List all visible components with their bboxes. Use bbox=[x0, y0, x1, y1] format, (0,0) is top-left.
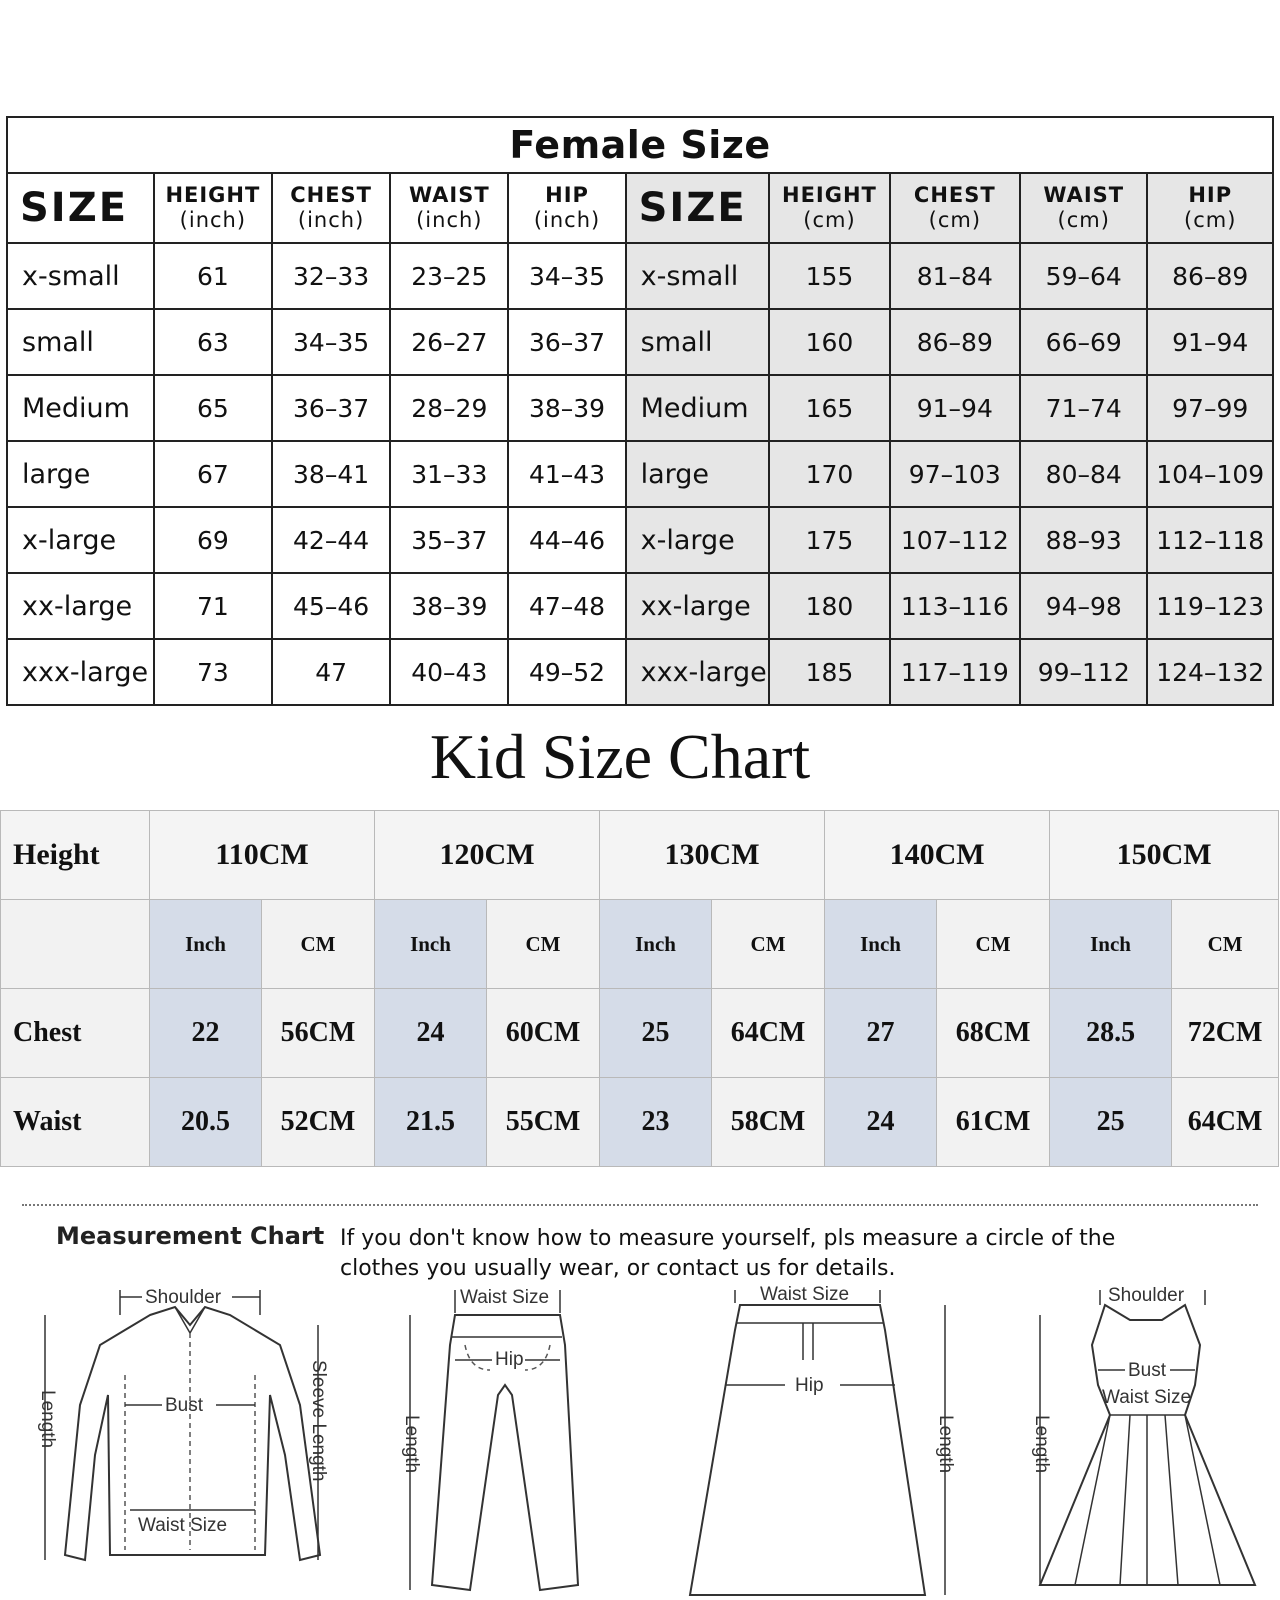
waist-inch-cell: 35–37 bbox=[390, 507, 508, 573]
chest-inch-cell: 34–35 bbox=[272, 309, 390, 375]
unit-inch: Inch bbox=[600, 900, 712, 989]
waist-inch-cell: 25 bbox=[1050, 1078, 1172, 1167]
hip-inch-cell: 34–35 bbox=[508, 243, 625, 309]
chest-inch-cell: 42–44 bbox=[272, 507, 390, 573]
kid-unit-row bbox=[1, 900, 1279, 989]
height-cm-cell: 170 bbox=[769, 441, 889, 507]
waist-cm-cell: 99–112 bbox=[1020, 639, 1147, 705]
pants-illustration bbox=[401, 1287, 578, 1590]
unit-cm: CM bbox=[1172, 900, 1279, 989]
unit-inch: Inch bbox=[150, 900, 262, 989]
hip-inch-cell: 38–39 bbox=[508, 375, 625, 441]
measurement-note: If you don't know how to measure yourself, pls measure a circle of the clothes you usually wear, or contact us for details. bbox=[340, 1226, 1116, 1281]
hip-cm-cell: 86–89 bbox=[1147, 243, 1273, 309]
chest-cm-cell: 72CM bbox=[1172, 989, 1279, 1078]
chest-inch-cell: 38–41 bbox=[272, 441, 390, 507]
height-cm-cell: 160 bbox=[769, 309, 889, 375]
size-cell: xxx-large bbox=[7, 639, 154, 705]
shirt-shoulder-label: Shoulder bbox=[145, 1287, 222, 1308]
table-row bbox=[7, 441, 1273, 507]
chest-cm-cell: 113–116 bbox=[890, 573, 1020, 639]
size-cell: small bbox=[7, 309, 154, 375]
waist-inch-cell: 26–27 bbox=[390, 309, 508, 375]
skirt-length-label: Length bbox=[935, 1415, 956, 1474]
height-inch-cell: 73 bbox=[154, 639, 272, 705]
height-cm-cell: 175 bbox=[769, 507, 889, 573]
waist-cm-cell: 80–84 bbox=[1020, 441, 1147, 507]
chest-inch-cell: 36–37 bbox=[272, 375, 390, 441]
table-row bbox=[7, 639, 1273, 705]
hip-inch-cell: 41–43 bbox=[508, 441, 625, 507]
section-divider bbox=[22, 1204, 1258, 1206]
height-cm-cell: 180 bbox=[769, 573, 889, 639]
size-cell: xx-large bbox=[626, 573, 770, 639]
waist-cm-cell: 52CM bbox=[262, 1078, 375, 1167]
header-size-inch: SIZE bbox=[7, 173, 154, 243]
size-cell: x-small bbox=[626, 243, 770, 309]
header-hip-cm: HIP (cm) bbox=[1147, 173, 1273, 243]
waist-inch-cell: 23 bbox=[600, 1078, 712, 1167]
chest-inch-cell: 28.5 bbox=[1050, 989, 1172, 1078]
chest-inch-cell: 25 bbox=[600, 989, 712, 1078]
shirt-sleeve-label: Sleeve Length bbox=[308, 1360, 329, 1482]
waist-label: Waist bbox=[1, 1078, 150, 1167]
size-cell: small bbox=[626, 309, 770, 375]
height-inch-cell: 65 bbox=[154, 375, 272, 441]
header-chest-cm: CHEST (cm) bbox=[890, 173, 1020, 243]
waist-cm-cell: 66–69 bbox=[1020, 309, 1147, 375]
unit-inch: Inch bbox=[825, 900, 937, 989]
table-row bbox=[7, 507, 1273, 573]
height-150: 150CM bbox=[1050, 811, 1279, 900]
hip-cm-cell: 97–99 bbox=[1147, 375, 1273, 441]
chest-cm-cell: 86–89 bbox=[890, 309, 1020, 375]
female-size-table bbox=[6, 116, 1274, 706]
height-cm-cell: 155 bbox=[769, 243, 889, 309]
table-row bbox=[7, 573, 1273, 639]
female-header-row bbox=[7, 173, 1273, 243]
skirt-hip-label: Hip bbox=[795, 1375, 824, 1396]
pants-waist-label: Waist Size bbox=[460, 1287, 550, 1308]
height-inch-cell: 71 bbox=[154, 573, 272, 639]
shirt-illustration bbox=[37, 1287, 329, 1560]
chest-cm-cell: 97–103 bbox=[890, 441, 1020, 507]
chest-cm-cell: 56CM bbox=[262, 989, 375, 1078]
size-cell: large bbox=[7, 441, 154, 507]
header-height-inch: HEIGHT (inch) bbox=[154, 173, 272, 243]
unit-cm: CM bbox=[712, 900, 825, 989]
skirt-illustration bbox=[690, 1285, 956, 1595]
chest-cm-cell: 91–94 bbox=[890, 375, 1020, 441]
chest-inch-cell: 22 bbox=[150, 989, 262, 1078]
shirt-bust-label: Bust bbox=[165, 1395, 204, 1416]
header-waist-inch: WAIST (inch) bbox=[390, 173, 508, 243]
header-waist-cm: WAIST (cm) bbox=[1020, 173, 1147, 243]
hip-inch-cell: 36–37 bbox=[508, 309, 625, 375]
kid-chest-row bbox=[1, 989, 1279, 1078]
waist-cm-cell: 61CM bbox=[937, 1078, 1050, 1167]
chest-cm-cell: 107–112 bbox=[890, 507, 1020, 573]
kid-height-row bbox=[1, 811, 1279, 900]
chest-inch-cell: 27 bbox=[825, 989, 937, 1078]
table-row bbox=[7, 243, 1273, 309]
waist-inch-cell: 40–43 bbox=[390, 639, 508, 705]
waist-cm-cell: 59–64 bbox=[1020, 243, 1147, 309]
dress-waist-label: Waist Size bbox=[1102, 1387, 1192, 1408]
height-inch-cell: 69 bbox=[154, 507, 272, 573]
size-cell: Medium bbox=[626, 375, 770, 441]
height-120: 120CM bbox=[375, 811, 600, 900]
height-label: Height bbox=[1, 811, 150, 900]
hip-cm-cell: 119–123 bbox=[1147, 573, 1273, 639]
waist-inch-cell: 24 bbox=[825, 1078, 937, 1167]
height-110: 110CM bbox=[150, 811, 375, 900]
waist-cm-cell: 71–74 bbox=[1020, 375, 1147, 441]
unit-row-label bbox=[1, 900, 150, 989]
pants-length-label: Length bbox=[401, 1415, 422, 1474]
table-row bbox=[7, 375, 1273, 441]
chest-inch-cell: 47 bbox=[272, 639, 390, 705]
chest-cm-cell: 68CM bbox=[937, 989, 1050, 1078]
chest-cm-cell: 60CM bbox=[487, 989, 600, 1078]
unit-inch: Inch bbox=[375, 900, 487, 989]
chest-cm-cell: 81–84 bbox=[890, 243, 1020, 309]
size-cell: large bbox=[626, 441, 770, 507]
height-inch-cell: 63 bbox=[154, 309, 272, 375]
waist-cm-cell: 88–93 bbox=[1020, 507, 1147, 573]
hip-inch-cell: 47–48 bbox=[508, 573, 625, 639]
chest-cm-cell: 117–119 bbox=[890, 639, 1020, 705]
header-height-cm: HEIGHT (cm) bbox=[769, 173, 889, 243]
hip-cm-cell: 91–94 bbox=[1147, 309, 1273, 375]
waist-inch-cell: 21.5 bbox=[375, 1078, 487, 1167]
table-row bbox=[7, 309, 1273, 375]
hip-cm-cell: 124–132 bbox=[1147, 639, 1273, 705]
dress-bust-label: Bust bbox=[1128, 1360, 1167, 1381]
height-140: 140CM bbox=[825, 811, 1050, 900]
unit-inch: Inch bbox=[1050, 900, 1172, 989]
hip-inch-cell: 44–46 bbox=[508, 507, 625, 573]
shirt-waist-label: Waist Size bbox=[138, 1515, 228, 1536]
waist-inch-cell: 20.5 bbox=[150, 1078, 262, 1167]
waist-cm-cell: 58CM bbox=[712, 1078, 825, 1167]
measurement-chart-title: Measurement Chart bbox=[56, 1222, 325, 1250]
pants-hip-label: Hip bbox=[495, 1349, 524, 1370]
dress-length-label: Length bbox=[1031, 1415, 1052, 1474]
height-130: 130CM bbox=[600, 811, 825, 900]
shirt-length-label: Length bbox=[37, 1390, 58, 1449]
chest-cm-cell: 64CM bbox=[712, 989, 825, 1078]
unit-cm: CM bbox=[487, 900, 600, 989]
height-cm-cell: 185 bbox=[769, 639, 889, 705]
size-cell: xx-large bbox=[7, 573, 154, 639]
size-cell: x-small bbox=[7, 243, 154, 309]
height-cm-cell: 165 bbox=[769, 375, 889, 441]
waist-inch-cell: 31–33 bbox=[390, 441, 508, 507]
chest-inch-cell: 32–33 bbox=[272, 243, 390, 309]
header-hip-inch: HIP (inch) bbox=[508, 173, 625, 243]
dress-illustration bbox=[1031, 1285, 1255, 1585]
size-cell: x-large bbox=[7, 507, 154, 573]
kid-waist-row bbox=[1, 1078, 1279, 1167]
hip-cm-cell: 104–109 bbox=[1147, 441, 1273, 507]
size-cell: x-large bbox=[626, 507, 770, 573]
garment-measurement-illustrations bbox=[0, 1285, 1280, 1600]
skirt-waist-label: Waist Size bbox=[760, 1285, 850, 1305]
chest-inch-cell: 45–46 bbox=[272, 573, 390, 639]
waist-inch-cell: 28–29 bbox=[390, 375, 508, 441]
height-inch-cell: 67 bbox=[154, 441, 272, 507]
waist-inch-cell: 38–39 bbox=[390, 573, 508, 639]
female-size-title: Female Size bbox=[7, 117, 1273, 173]
waist-inch-cell: 23–25 bbox=[390, 243, 508, 309]
unit-cm: CM bbox=[937, 900, 1050, 989]
hip-inch-cell: 49–52 bbox=[508, 639, 625, 705]
kid-size-chart-title: Kid Size Chart bbox=[429, 721, 811, 792]
waist-cm-cell: 64CM bbox=[1172, 1078, 1279, 1167]
kid-size-table bbox=[0, 810, 1279, 1167]
header-chest-inch: CHEST (inch) bbox=[272, 173, 390, 243]
unit-cm: CM bbox=[262, 900, 375, 989]
height-inch-cell: 61 bbox=[154, 243, 272, 309]
size-cell: Medium bbox=[7, 375, 154, 441]
waist-cm-cell: 94–98 bbox=[1020, 573, 1147, 639]
size-cell: xxx-large bbox=[626, 639, 770, 705]
header-size-cm: SIZE bbox=[626, 173, 770, 243]
waist-cm-cell: 55CM bbox=[487, 1078, 600, 1167]
chest-label: Chest bbox=[1, 989, 150, 1078]
dress-shoulder-label: Shoulder bbox=[1108, 1285, 1185, 1306]
hip-cm-cell: 112–118 bbox=[1147, 507, 1273, 573]
chest-inch-cell: 24 bbox=[375, 989, 487, 1078]
